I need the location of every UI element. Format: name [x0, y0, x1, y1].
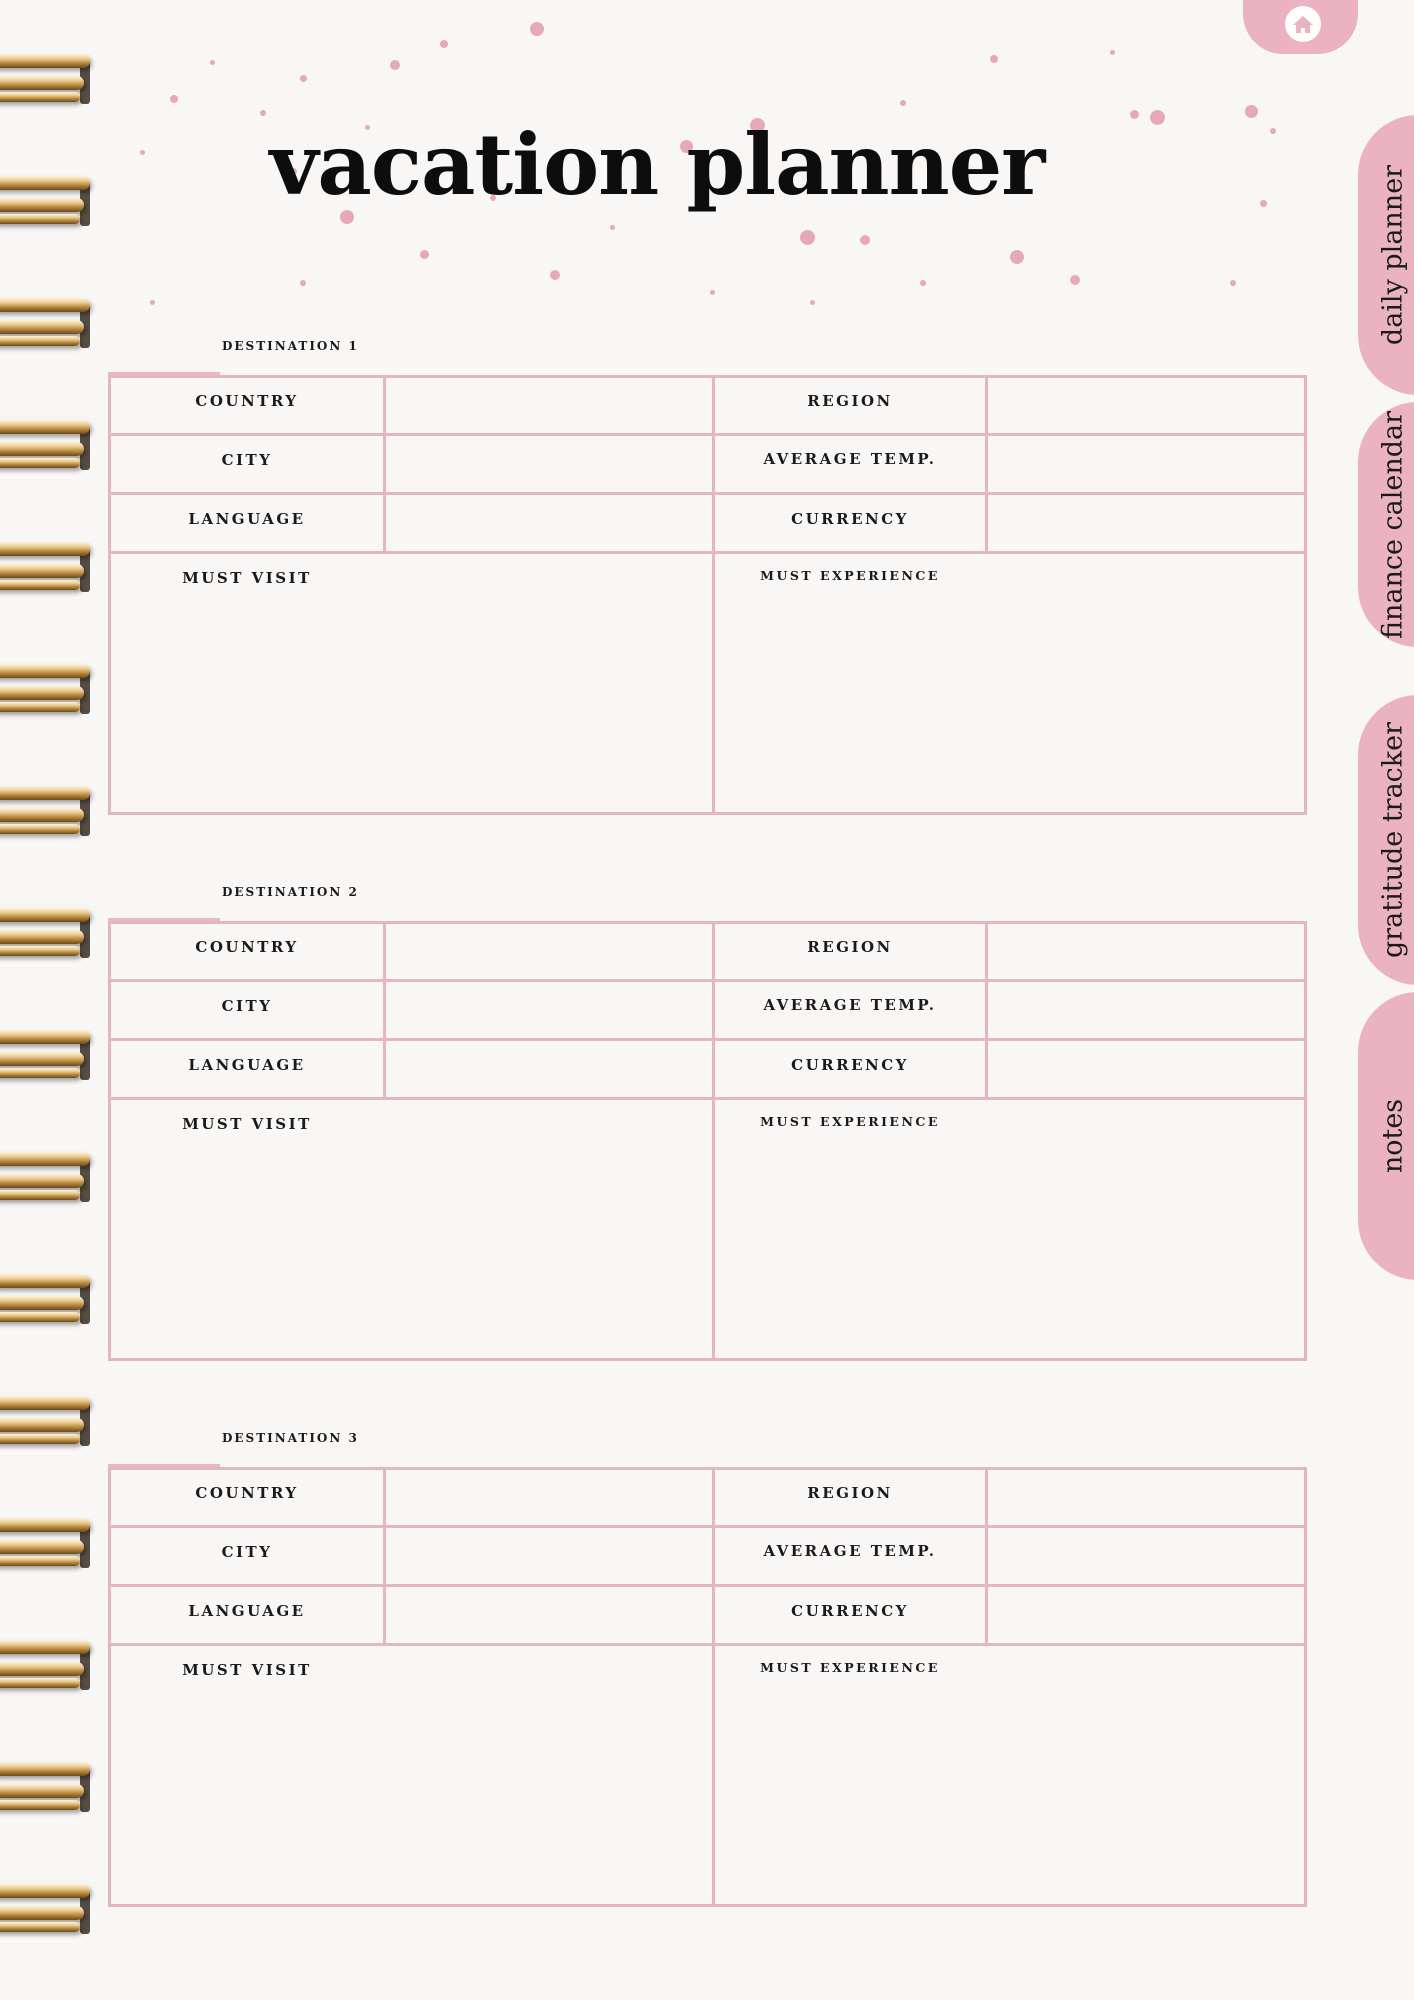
home-icon	[1283, 4, 1323, 44]
decorative-dot	[710, 290, 715, 295]
tab-daily-planner[interactable]	[1358, 115, 1414, 395]
currency-label: CURRENCY	[791, 510, 909, 528]
spiral-ring	[0, 904, 92, 966]
spiral-ring	[0, 1880, 92, 1942]
city-field[interactable]	[386, 436, 712, 492]
city-label: CITY	[221, 1543, 273, 1561]
region-field[interactable]	[988, 924, 1304, 979]
decorative-dot	[1110, 50, 1115, 55]
average-temp-field[interactable]	[988, 1528, 1304, 1584]
decorative-dot	[800, 230, 815, 245]
decorative-dot	[390, 60, 400, 70]
currency-field[interactable]	[988, 495, 1304, 551]
spiral-ring	[0, 1026, 92, 1088]
region-label: REGION	[807, 1484, 893, 1502]
decorative-dot	[1010, 250, 1024, 264]
must-visit-label: MUST VISIT	[182, 1661, 312, 1679]
city-label: CITY	[221, 997, 273, 1015]
must-experience-area[interactable]	[715, 554, 1304, 812]
spiral-ring	[0, 660, 92, 722]
spiral-ring	[0, 1636, 92, 1698]
decorative-dot	[170, 95, 178, 103]
tab-finance-calendar[interactable]	[1358, 402, 1414, 647]
decorative-dot	[440, 40, 448, 48]
spiral-binding	[0, 0, 110, 2000]
destination-heading: DESTINATION 2	[222, 885, 359, 899]
city-field[interactable]	[386, 1528, 712, 1584]
decorative-dot	[920, 280, 926, 286]
destination-heading: DESTINATION 3	[222, 1431, 359, 1445]
decorative-dot	[810, 300, 815, 305]
must-visit-label: MUST VISIT	[182, 1115, 312, 1133]
decorative-dot	[900, 100, 906, 106]
tab-label: gratitude tracker	[1377, 721, 1409, 959]
destination-grid	[108, 921, 1307, 1361]
decorative-dot	[210, 60, 215, 65]
average-temp-field[interactable]	[988, 436, 1304, 492]
decorative-dot	[1070, 275, 1080, 285]
currency-label: CURRENCY	[791, 1602, 909, 1620]
tab-label: notes	[1377, 1098, 1409, 1174]
language-field[interactable]	[386, 1587, 712, 1643]
decorative-dot	[530, 22, 544, 36]
language-label: LANGUAGE	[188, 510, 306, 528]
must-experience-area[interactable]	[715, 1646, 1304, 1904]
tab-notes[interactable]	[1358, 992, 1414, 1280]
must-experience-label: MUST EXPERIENCE	[760, 1660, 940, 1675]
region-field[interactable]	[988, 1470, 1304, 1525]
spiral-ring	[0, 1270, 92, 1332]
tab-label: daily planner	[1377, 164, 1409, 346]
decorative-dot	[550, 270, 560, 280]
region-label: REGION	[807, 392, 893, 410]
must-experience-area[interactable]	[715, 1100, 1304, 1358]
currency-field[interactable]	[988, 1587, 1304, 1643]
must-experience-label: MUST EXPERIENCE	[760, 568, 940, 583]
tab-gratitude-tracker[interactable]	[1358, 695, 1414, 985]
decorative-dot	[860, 235, 870, 245]
decorative-dot	[150, 300, 155, 305]
city-label: CITY	[221, 451, 273, 469]
decorative-dot	[420, 250, 429, 259]
language-field[interactable]	[386, 495, 712, 551]
language-label: LANGUAGE	[188, 1602, 306, 1620]
country-field[interactable]	[386, 924, 712, 979]
spiral-ring	[0, 538, 92, 600]
decorative-dot	[610, 225, 615, 230]
must-visit-area[interactable]	[111, 554, 712, 812]
currency-field[interactable]	[988, 1041, 1304, 1097]
page-title: vacation planner	[269, 115, 1045, 214]
spiral-ring	[0, 1148, 92, 1210]
must-experience-label: MUST EXPERIENCE	[760, 1114, 940, 1129]
spiral-ring	[0, 782, 92, 844]
average-temp-label: AVERAGE TEMP.	[763, 996, 937, 1014]
country-label: COUNTRY	[195, 938, 299, 956]
region-field[interactable]	[988, 378, 1304, 433]
decorative-dot	[1230, 280, 1236, 286]
average-temp-field[interactable]	[988, 982, 1304, 1038]
country-field[interactable]	[386, 378, 712, 433]
spiral-ring	[0, 1392, 92, 1454]
spiral-ring	[0, 294, 92, 356]
must-visit-area[interactable]	[111, 1100, 712, 1358]
destination-grid	[108, 1467, 1307, 1907]
language-field[interactable]	[386, 1041, 712, 1097]
must-visit-label: MUST VISIT	[182, 569, 312, 587]
home-button[interactable]	[1243, 0, 1358, 54]
country-field[interactable]	[386, 1470, 712, 1525]
decorative-dot	[300, 280, 306, 286]
region-label: REGION	[807, 938, 893, 956]
country-label: COUNTRY	[195, 392, 299, 410]
currency-label: CURRENCY	[791, 1056, 909, 1074]
language-label: LANGUAGE	[188, 1056, 306, 1074]
city-field[interactable]	[386, 982, 712, 1038]
must-visit-area[interactable]	[111, 1646, 712, 1904]
average-temp-label: AVERAGE TEMP.	[763, 1542, 937, 1560]
spiral-ring	[0, 50, 92, 112]
destination-grid	[108, 375, 1307, 815]
destination-heading: DESTINATION 1	[222, 339, 359, 353]
average-temp-label: AVERAGE TEMP.	[763, 450, 937, 468]
country-label: COUNTRY	[195, 1484, 299, 1502]
tab-label: finance calendar	[1377, 410, 1409, 639]
decorative-dot	[300, 75, 307, 82]
spiral-ring	[0, 1514, 92, 1576]
spiral-ring	[0, 416, 92, 478]
decorative-dot	[990, 55, 998, 63]
spiral-ring	[0, 1758, 92, 1820]
